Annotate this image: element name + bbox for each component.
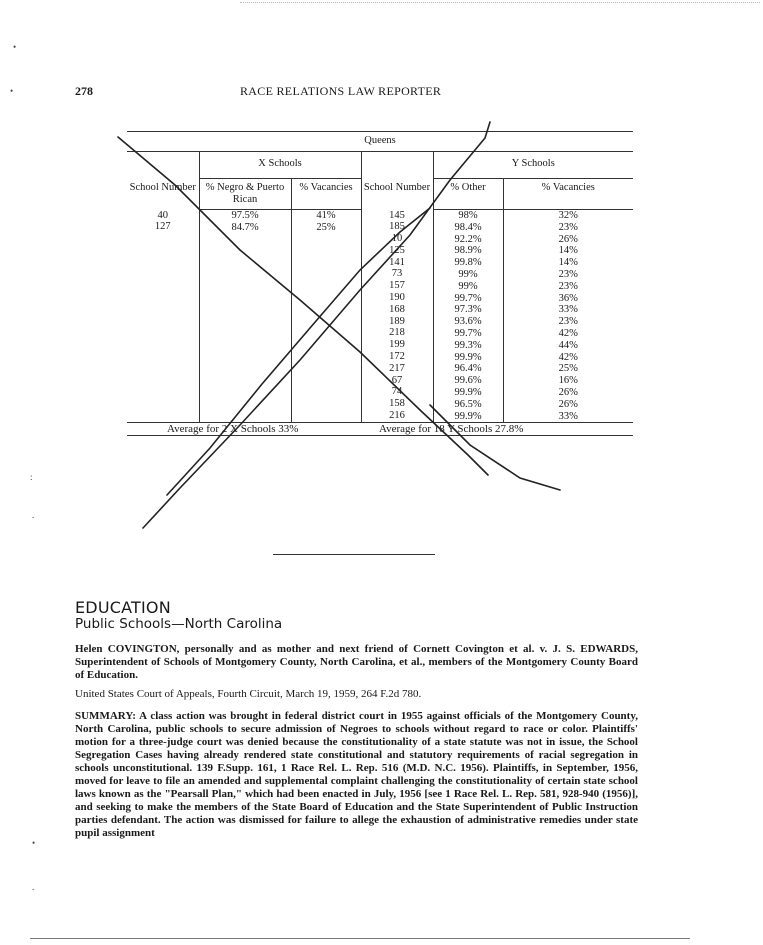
y-average-label: Average for 18 Y Schools 27.8% [361,423,633,436]
table-cell: 23% [558,280,578,292]
table-cell: 185 [389,221,405,233]
table-cell: 23% [558,221,578,233]
table-cell: 98.4% [454,221,482,233]
table-cell: 96.5% [454,398,482,410]
table-cell: 98% [458,210,478,221]
borough-heading: Queens [127,132,633,152]
y-school-numbers [361,210,433,423]
table-cell: 190 [389,292,405,304]
table-cell: 10 [391,233,403,245]
case-caption: Helen COVINGTON, personally and as mother and next friend of Cornett Covington et al. v. J. S. EDWARDS, Superintendent of Schools of Montgomery County, North Carolina, et al., members of the Montgomery County Board of Education. [75,643,638,681]
section-divider-rule [273,554,435,555]
x-vacancies-header: % Vacancies [291,179,361,210]
court-citation: United States Court of Appeals, Fourth Circuit, March 19, 1959, 264 F.2d 780. [75,688,422,700]
table-cell: 42% [558,351,578,363]
scan-speck: : [30,472,33,482]
x-negro-pr-values [199,210,291,423]
summary-paragraph [75,710,638,840]
table-cell: 99% [458,280,478,292]
scan-speck: . [32,510,35,520]
table-cell: 172 [389,351,405,363]
table-cell: 218 [389,327,405,339]
table-cell: 26% [558,386,578,398]
table-cell: 99.8% [454,257,482,269]
page-number: 278 [75,84,93,98]
table-cell: 33% [558,410,578,422]
table-cell: 26% [558,398,578,410]
scan-speck: . [32,882,35,892]
table-cell: 41% [316,210,336,221]
table-cell: 84.7% [231,221,259,233]
y-vacancy-values [503,210,633,423]
table-cell: 14% [558,245,578,257]
table-cell: 96.4% [454,363,482,375]
table-cell: 25% [558,363,578,375]
y-schools-heading: Y Schools [433,152,633,179]
table-cell: 36% [558,292,578,304]
table-cell: 97.5% [231,210,259,221]
table-cell: 40 [157,209,168,221]
summary-label: SUMMARY: [75,710,136,722]
table-cell: 98.9% [454,245,482,257]
top-dotted-edge [240,2,760,3]
table-cell: 99.9% [454,410,482,422]
table-cell: 42% [558,327,578,339]
table-cell: 14% [558,257,578,269]
scan-speck: • [10,86,14,96]
table-cell: 97.3% [454,304,482,316]
table-cell: 141 [389,256,405,268]
table-cell: 99.9% [454,386,482,398]
x-average-label: Average for 2 X Schools 33% [127,423,361,436]
scan-speck: • [32,838,36,848]
section-heading: EDUCATION [75,598,171,617]
table-cell: 93.6% [454,316,482,328]
table-cell: 44% [558,339,578,351]
running-title: RACE RELATIONS LAW REPORTER [240,84,442,98]
x-vacancy-values [291,210,361,423]
table-cell: 145 [389,209,405,221]
table-cell: 157 [389,280,405,292]
y-other-values [433,210,503,423]
table-cell: 26% [558,233,578,245]
table-cell: 99.7% [454,327,482,339]
table-cell: 67 [391,374,403,386]
table-cell: 25% [316,221,336,233]
x-school-number-header: School Number [129,181,196,193]
table-cell: 99.9% [454,351,482,363]
table-cell: 216 [389,410,405,422]
negro-pr-header: % Negro & Puerto Rican [199,179,291,210]
table-cell: 217 [389,362,405,374]
other-header: % Other [433,179,503,210]
section-subheading: Public Schools—North Carolina [75,616,283,632]
table-cell: 73 [391,268,403,280]
x-school-numbers [127,210,199,423]
table-cell: 158 [389,398,405,410]
table-cell: 99.7% [454,292,482,304]
table-cell: 74 [391,386,403,398]
table-cell: 99.3% [454,339,482,351]
table-cell: 23% [558,268,578,280]
table-cell: 99% [458,268,478,280]
y-vacancies-header: % Vacancies [503,179,633,210]
summary-text: A class action was brought in federal district court in 1955 against officials of the Montgomery County, North Carolina, public schools to secure admission of Negroes to schools without regard to race or color. Plaintiffs' motion for a three-judge court was denied because the constitutionality of a state statute was not in issue, the School Segregation Cases having already rendered state constitutional and statutory requirements of racial segregation in schools unconstitutional. 139 F.Supp. 161, 1 Race Rel. L. Rep. 516 (M.D. N.C. 1956). Plaintiffs, in September, 1956, moved for leave to file an amended and supplemental complaint challenging the constitutionality of certain state school laws known as the "Pearsall Plan," which had been enacted in July, 1956 [see 1 Race Rel. L. Rep. 581, 928-940 (1956)], and seeking to make the members of the State Board of Education and the State Superintendent of Public Instruction parties defendant. The action was dismissed for failure to allege the exhaustion of administrative remedies under state pupil assignment [75,710,638,839]
table-cell: 32% [558,210,578,221]
table-cell: 125 [389,244,405,256]
bottom-scan-edge [30,938,690,939]
table-cell: 99.6% [454,375,482,387]
table-cell: 23% [558,316,578,328]
table-cell: 33% [558,304,578,316]
table-cell: 127 [154,221,171,233]
table-cell: 189 [389,315,405,327]
scan-speck: • [13,42,17,52]
x-schools-heading: X Schools [199,152,361,179]
school-statistics-table [127,131,633,436]
table-cell: 16% [558,375,578,387]
y-school-number-header: School Number [361,152,433,210]
table-cell: 92.2% [454,233,482,245]
table-cell: 168 [389,303,405,315]
table-cell: 199 [389,339,405,351]
